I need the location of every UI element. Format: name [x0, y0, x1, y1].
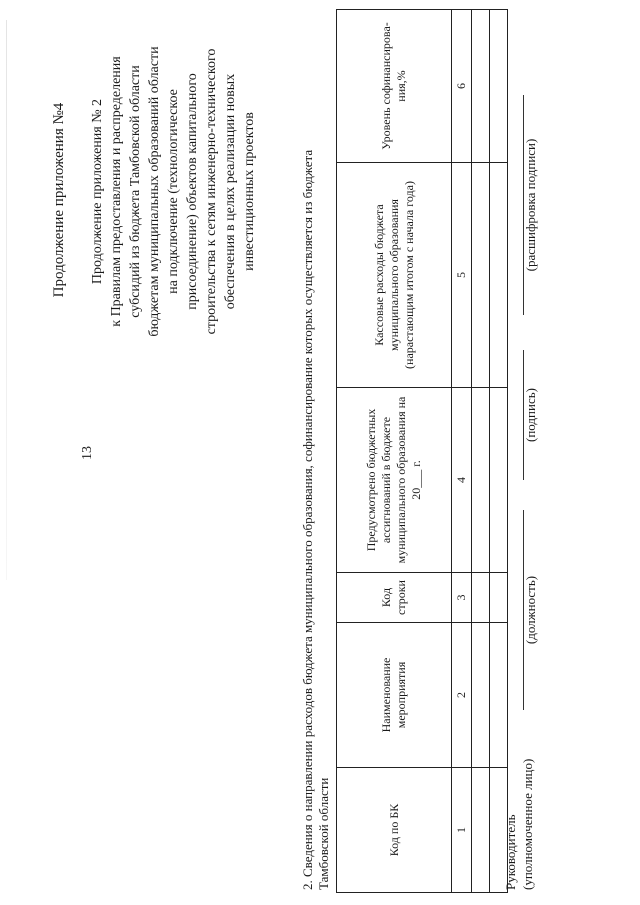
page-number: 13	[80, 446, 95, 460]
header-line-code: Код строки	[337, 573, 452, 623]
expenditure-table	[336, 9, 508, 893]
continuation-title: Продолжение приложения №4	[51, 102, 67, 298]
signature-block	[495, 20, 565, 890]
index-cell: 4	[452, 388, 472, 573]
header-activity-name: Наименование мероприятия	[337, 623, 452, 768]
index-cell: 2	[452, 623, 472, 768]
appendix-line: на подключение (технологическое	[166, 89, 181, 294]
table-cell[interactable]	[472, 163, 490, 388]
appendix-line: инвестиционных проектов	[242, 112, 257, 271]
header-kbk: Код по БК	[337, 768, 452, 893]
header-cofinancing-level: Уровень софинансирова-ния,%	[337, 10, 452, 163]
table-header-row	[337, 10, 452, 893]
header-planned-allocations: Предусмотрено бюджетных ассигнований в бюджете муниципального образования на 20___ г.	[337, 388, 452, 573]
signer-role-line1: Руководитель	[503, 814, 518, 890]
appendix-line: Продолжение приложения № 2	[90, 98, 105, 285]
header-cash-expenditures: Кассовые расходы бюджета муниципального образования (нарастающим итогом с начала года)	[337, 163, 452, 388]
index-cell: 3	[452, 573, 472, 623]
table-row	[472, 10, 490, 893]
appendix-reference	[88, 14, 259, 369]
section-heading	[300, 20, 332, 890]
appendix-line: бюджетам муниципальных образований области	[147, 46, 162, 337]
table-index-row	[452, 10, 472, 893]
section-heading-line1: 2. Сведения о направлении расходов бюджета муниципального образования, софинансирование которых осуществляется из бюджета	[300, 149, 315, 890]
appendix-line: к Правилам предоставления и распределения	[109, 56, 124, 327]
table-cell[interactable]	[472, 768, 490, 893]
index-cell: 1	[452, 768, 472, 893]
index-cell: 6	[452, 10, 472, 163]
table-cell[interactable]	[472, 623, 490, 768]
appendix-line: строительства к сетям инженерно-технического	[204, 48, 219, 335]
appendix-line: обеспечения в целях реализации новых	[223, 73, 238, 310]
signer-role-line2: (уполномоченное лицо)	[520, 758, 535, 890]
table-cell[interactable]	[472, 10, 490, 163]
index-cell: 5	[452, 163, 472, 388]
signature-caption: (подпись)	[523, 388, 538, 442]
appendix-line: субсидий из бюджета Тамбовской области	[128, 65, 143, 318]
table-cell[interactable]	[472, 388, 490, 573]
table-cell[interactable]	[472, 573, 490, 623]
decoding-caption: (расшифровка подписи)	[523, 138, 538, 272]
section-heading-line2: Тамбовской области	[316, 777, 331, 890]
appendix-line: присоединение) объектов капитального	[185, 73, 200, 310]
position-caption: (должность)	[523, 575, 538, 645]
